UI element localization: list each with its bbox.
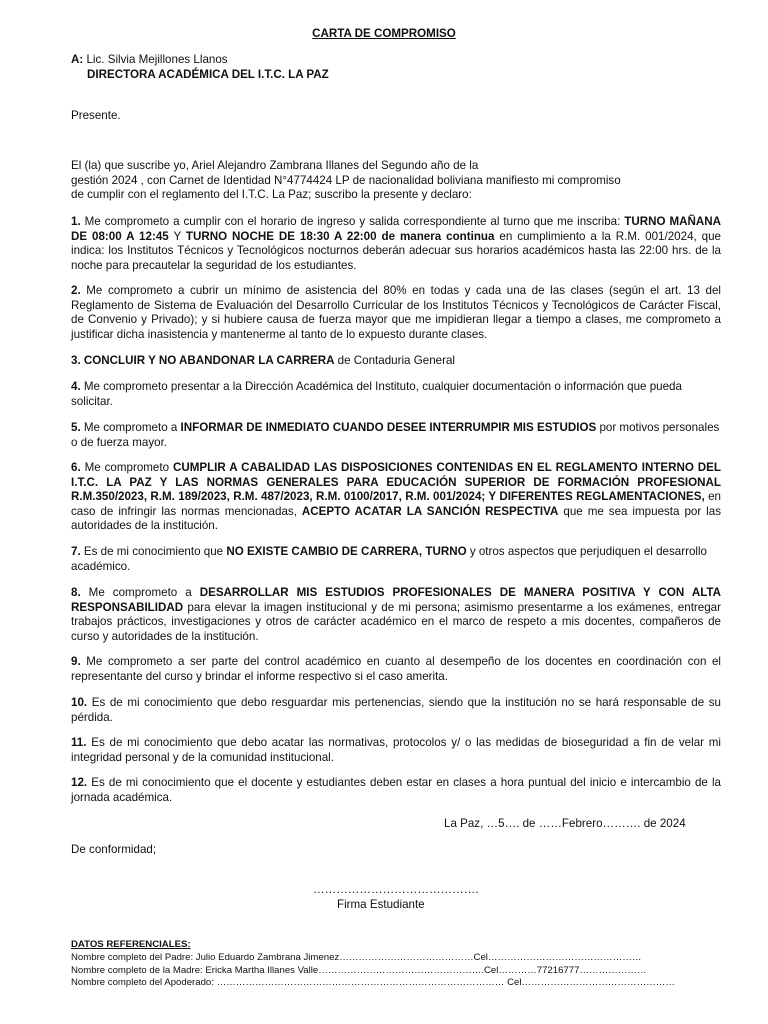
clause-11: 11. Es de mi conocimiento que debo acatar las normativas, protocolos y/ o las medidas de bioseguridad a fin de velar mi integridad personal y de la comunidad institucional. — [71, 736, 721, 764]
intro-line-1: El (la) que suscribe yo, Ariel Alejandro Zambrana Illanes del Segundo año de la — [71, 159, 479, 172]
clause-5: 5. Me comprometo a INFORMAR DE INMEDIATO CUANDO DESEE INTERRUMPIR MIS ESTUDIOS por motivos personales o de fuerza mayor. — [71, 421, 720, 449]
reference-father: Nombre completo del Padre: Julio Eduardo Zambrana Jimenez……………………………………Cel………………………………………… — [71, 951, 642, 963]
clause-3: 3. CONCLUIR Y NO ABANDONAR LA CARRERA de Contaduria General — [71, 354, 455, 367]
clause-10: 10. Es de mi conocimiento que debo resguardar mis pertenencias, siendo que la institución no se hará responsable de su pérdida. — [71, 696, 721, 724]
clause-8: 8. Me comprometo a DESARROLLAR MIS ESTUDIOS PROFESIONALES DE MANERA POSITIVA Y CON ALTA RESPONSABILIDAD para elevar la imagen institucional y de mi persona; asimismo presentarme a los exámenes, entregar trabajos prácticos, investigaciones y otros de carácter académico en el marco de respeto a mis docentes, compañeros de curso y autoridades de la institución. — [71, 586, 722, 643]
reference-mother: Nombre completo de la Madre: Ericka Martha Illanes Valle…………………………………………….Cel…………77216777………………… — [71, 964, 647, 976]
clause-12: 12. Es de mi conocimiento que el docente y estudiantes deben estar en clases a hora puntual del inicio e intercambio de la jornada académica. — [71, 776, 721, 804]
intro-line-3: de cumplir con el reglamento del I.T.C. La Paz; suscribo la presente y declaro: — [71, 188, 472, 202]
recipient-name: Lic. Silvia Mejillones Llanos — [83, 53, 228, 66]
recipient-line — [71, 53, 721, 68]
presente-label: Presente. — [71, 109, 121, 122]
clause-6: 6. Me comprometo CUMPLIR A CABALIDAD LAS DISPOSICIONES CONTENIDAS EN EL REGLAMENTO INTERNO DEL I.T.C. LA PAZ Y LAS NORMAS GENERALES PARA EDUCACIÓN SUPERIOR DE FORMACIÓN PROFESIONAL R.M.350/2023, R.M. 189/2023, R.M. 487/2023, R.M. 0100/2017, R.M. 001/2024; Y DIFERENTES REGLAMENTACIONES, en caso de infringir las normas mencionadas, ACEPTO ACATAR LA SANCIÓN RESPECTIVA que me sea impuesta por las autoridades de la institución. — [71, 461, 722, 533]
clause-2: 2. Me comprometo a cubrir un mínimo de asistencia del 80% en todas y cada una de las clases (según el art. 13 del Reglamento de Sistema de Evaluación del Desarrollo Curricular de los Institutos Técnicos y Tecnológicos de Carácter Fiscal, de Convenio y Privado); y si hubiere causa de fuerza mayor que me impidieran llegar a tiempo a clases, me comprometo a justificar dicha inasistencia y mantenerme al tanto de lo expuesto durante clases. — [71, 284, 721, 341]
clause-4: 4. Me comprometo presentar a la Dirección Académica del Instituto, cualquier documentación o información que pueda solicitar. — [71, 380, 682, 408]
clause-9: 9. Me comprometo a ser parte del control académico en cuanto al desempeño de los docentes en coordinación con el representante del curso y brindar el informe respectivo si el caso amerita. — [71, 655, 721, 683]
recipient-role: DIRECTORA ACADÉMICA DEL I.T.C. LA PAZ — [87, 68, 329, 81]
clause-7: 7. Es de mi conocimiento que NO EXISTE CAMBIO DE CARRERA, TURNO y otros aspectos que perjudiquen el desarrollo académico. — [71, 545, 707, 573]
signature-line: ……………………………………. — [313, 883, 479, 896]
conformity-label: De conformidad; — [71, 843, 157, 856]
clause-1: 1. Me comprometo a cumplir con el horario de ingreso y salida correspondiente al turno que me inscriba: TURNO MAÑANA DE 08:00 A 12:45 Y TURNO NOCHE DE 18:30 A 22:00 de manera continua en cumplimiento a la R.M. 001/2024, que indica: los Institutos Técnicos y Tecnológicos nocturnos deberán adecuar sus horarios académicos hasta las 22:00 hrs. de la noche para precautelar la seguridad de los estudiantes. — [71, 215, 722, 272]
references-title: DATOS REFERENCIALES: — [71, 939, 191, 950]
reference-guardian: Nombre completo del Apoderado: ……………………………………………………………………………… Cel………………………………………… — [71, 977, 675, 989]
intro-line-2: gestión 2024 , con Carnet de Identidad N°4774424 LP de nacionalidad boliviana manifiesto mi compromiso — [71, 173, 621, 187]
document-title: CARTA DE COMPROMISO — [312, 27, 456, 40]
date-line: La Paz, …5…. de ……Febrero………. de 2024 — [444, 817, 686, 830]
references-section — [71, 939, 721, 990]
recipient-prefix: A: — [71, 53, 84, 66]
intro-paragraph — [71, 159, 721, 203]
signature-label: Firma Estudiante — [337, 898, 425, 911]
